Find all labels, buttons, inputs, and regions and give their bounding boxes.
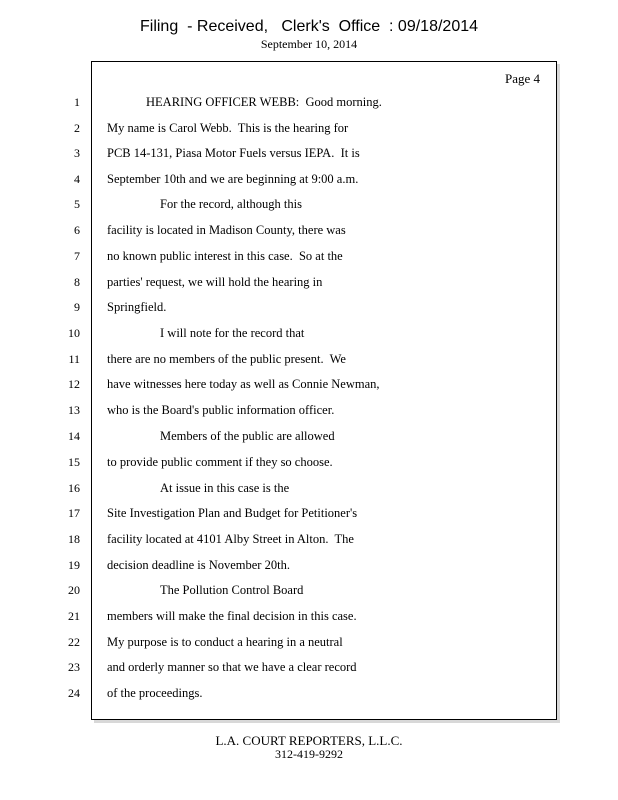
line-number: 16: [68, 481, 80, 495]
transcript-line: there are no members of the public present. We: [107, 352, 346, 366]
line-number: 1: [74, 95, 80, 109]
line-number: 7: [74, 249, 80, 263]
filing-stamp: Filing - Received, Clerk's Office : 09/18/2014: [139, 18, 479, 35]
transcript-line: who is the Board's public information officer.: [107, 403, 335, 417]
line-number: 24: [68, 686, 80, 700]
transcript-line: to provide public comment if they so choose.: [107, 455, 333, 469]
transcript-line: My name is Carol Webb. This is the hearing for: [107, 121, 349, 135]
line-number: 13: [68, 403, 80, 417]
line-number: 19: [68, 558, 80, 572]
line-number: 22: [68, 635, 80, 649]
transcript-line: PCB 14-131, Piasa Motor Fuels versus IEPA. It is: [107, 146, 360, 160]
transcript-line: facility is located in Madison County, there was: [107, 223, 346, 237]
line-number: 8: [74, 275, 80, 289]
transcript-line: facility located at 4101 Alby Street in Alton. The: [107, 532, 354, 546]
line-number: 23: [68, 660, 80, 674]
transcript-line: no known public interest in this case. So at the: [107, 249, 343, 263]
line-number: 14: [68, 429, 80, 443]
line-number: 9: [74, 300, 80, 314]
line-number: 17: [68, 506, 80, 520]
line-number: 6: [74, 223, 80, 237]
line-number: 3: [74, 146, 80, 160]
transcript-line: Springfield.: [107, 300, 167, 314]
line-number: 20: [68, 583, 80, 597]
transcript-date: September 10, 2014: [260, 37, 358, 51]
transcript-line: parties' request, we will hold the hearing in: [107, 275, 323, 289]
transcript-line: of the proceedings.: [107, 686, 203, 700]
line-number: 2: [74, 121, 80, 135]
transcript-line: and orderly manner so that we have a clear record: [107, 660, 357, 674]
line-number: 21: [68, 609, 80, 623]
transcript-line: I will note for the record that: [160, 326, 305, 340]
line-number: 12: [68, 377, 80, 391]
transcript-line: The Pollution Control Board: [160, 583, 304, 597]
line-number: 4: [74, 172, 80, 186]
transcript-line: HEARING OFFICER WEBB: Good morning.: [146, 95, 382, 109]
transcript-line: For the record, although this: [160, 197, 302, 211]
transcript-line: decision deadline is November 20th.: [107, 558, 290, 572]
transcript-line: Members of the public are allowed: [160, 429, 335, 443]
transcript-line: At issue in this case is the: [160, 481, 290, 495]
court-reporter-name: L.A. COURT REPORTERS, L.L.C.: [215, 733, 403, 748]
line-number: 15: [68, 455, 80, 469]
court-reporter-phone: 312-419-9292: [275, 747, 343, 761]
transcript-line: Site Investigation Plan and Budget for Petitioner's: [107, 506, 358, 520]
transcript-line: September 10th and we are beginning at 9:00 a.m.: [107, 172, 359, 186]
transcript-line: My purpose is to conduct a hearing in a neutral: [107, 635, 343, 649]
line-number: 18: [68, 532, 80, 546]
line-number: 11: [68, 352, 80, 366]
page-number-label: Page 4: [504, 71, 540, 86]
transcript-line: have witnesses here today as well as Connie Newman,: [107, 377, 380, 391]
line-number: 5: [74, 197, 80, 211]
line-number: 10: [68, 326, 80, 340]
transcript-line: members will make the final decision in this case.: [107, 609, 357, 623]
